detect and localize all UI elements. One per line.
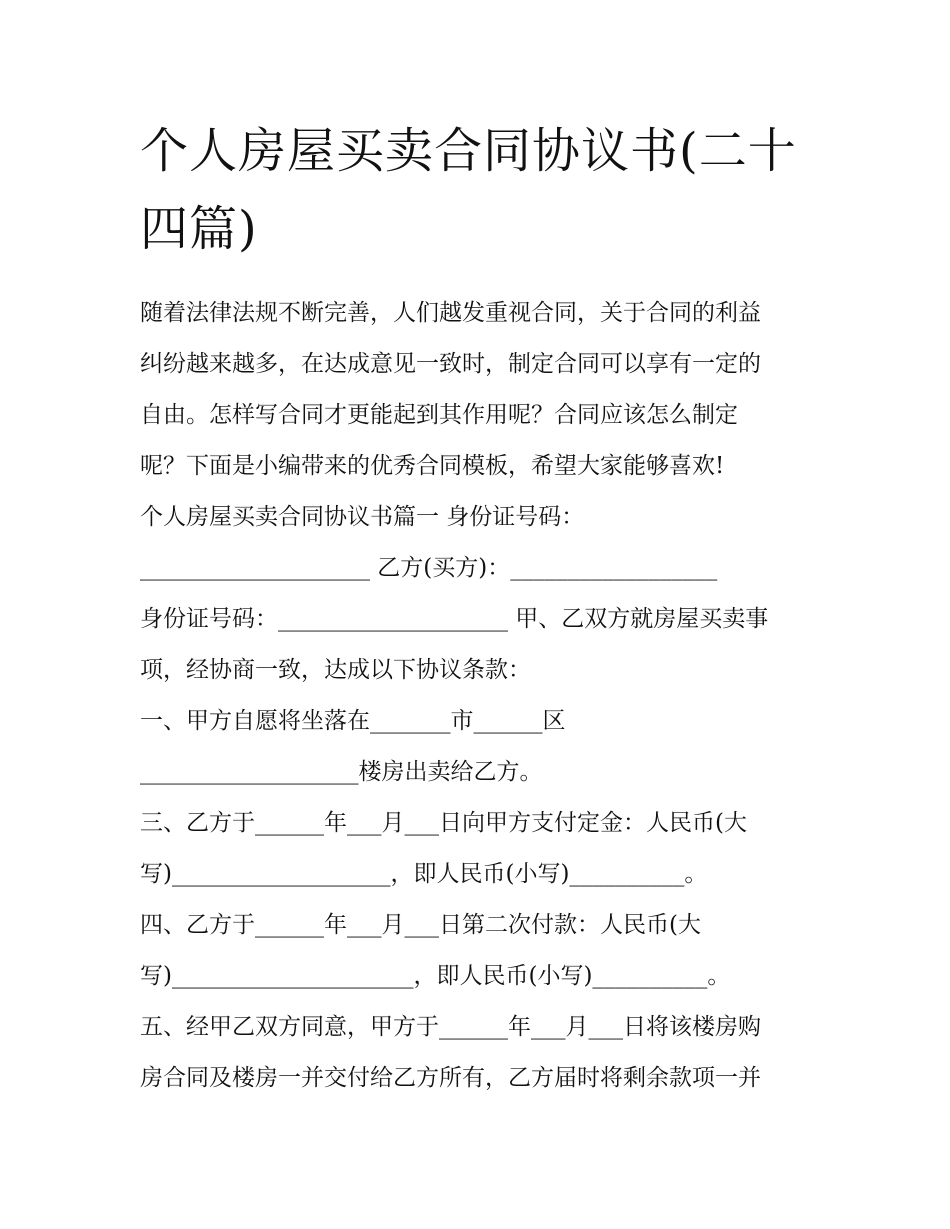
body-line: 个人房屋买卖合同协议书篇一 身份证号码： xyxy=(140,504,585,530)
body-line: 项，经协商一致，达成以下协议条款： xyxy=(140,657,531,683)
title-line-2: 四篇) xyxy=(140,201,258,257)
body-line: 写)___________________，即人民币(小写)__________。 xyxy=(140,861,708,887)
body-line: 纠纷越来越多，在达成意见一致时，制定合同可以享有一定的 xyxy=(140,351,761,377)
body-line: ___________________楼房出卖给乙方。 xyxy=(140,759,543,785)
document-title xyxy=(140,112,820,268)
body-line: 随着法律法规不断完善，人们越发重视合同，关于合同的利益 xyxy=(140,300,761,326)
body-line: 身份证号码：____________________ 甲、乙双方就房屋买卖事 xyxy=(140,606,769,632)
body-line: 自由。怎样写合同才更能起到其作用呢？合同应该怎么制定 xyxy=(140,402,738,428)
body-line: 呢？下面是小编带来的优秀合同模板，希望大家能够喜欢! xyxy=(140,453,725,479)
body-line: 房合同及楼房一并交付给乙方所有，乙方届时将剩余款项一并 xyxy=(140,1065,761,1091)
body-line: 三、乙方于______年___月___日向甲方支付定金：人民币(大 xyxy=(140,810,747,836)
title-line-1: 个人房屋买卖合同协议书(二十 xyxy=(140,123,797,179)
body-line: 一、甲方自愿将坐落在_______市______区 xyxy=(140,708,566,734)
body-line: 写)_____________________，即人民币(小写)__________。 xyxy=(140,963,731,989)
body-line: 四、乙方于______年___月___日第二次付款：人民币(大 xyxy=(140,912,701,938)
body-line: ____________________ 乙方(买方)：__________________ xyxy=(140,555,718,581)
body-line: 五、经甲乙双方同意，甲方于______年___月___日将该楼房购 xyxy=(140,1014,761,1040)
document-page xyxy=(140,112,820,1104)
document-body xyxy=(140,288,820,1104)
